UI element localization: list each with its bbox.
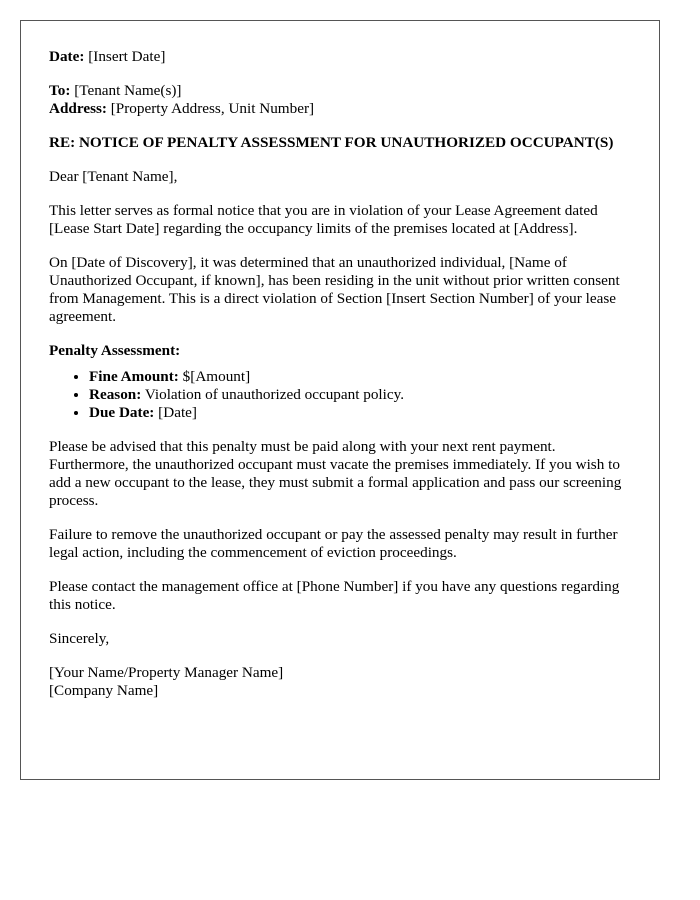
paragraph-violation-notice: This letter serves as formal notice that you are in violation of your Lease Agreement dated [Lease Start Date] regarding the occupancy limits of the premises located at [Address]. xyxy=(49,202,598,237)
address-label: Address: xyxy=(49,100,107,117)
to-label: To: xyxy=(49,82,71,99)
penalty-item-value: Violation of unauthorized occupant policy. xyxy=(144,386,405,403)
paragraph-discovery: On [Date of Discovery], it was determined that an unauthorized individual, [Name of Unauthorized Occupant, if known], has been residing in the unit without prior written consent from Management. This is a direct violation of Section [Insert Section Number] of your lease agreement. xyxy=(49,254,620,325)
paragraph-contact: Please contact the management office at [Phone Number] if you have any questions regarding this notice. xyxy=(49,578,620,613)
address-line xyxy=(49,100,631,118)
to-line xyxy=(49,82,631,100)
penalty-item-due-date xyxy=(89,404,631,422)
address-value: [Property Address, Unit Number] xyxy=(110,100,315,117)
paragraph-consequences: Failure to remove the unauthorized occupant or pay the assessed penalty may result in further legal action, including the commencement of eviction proceedings. xyxy=(49,526,618,561)
sign-off: Sincerely, xyxy=(49,630,110,647)
date-line xyxy=(49,48,631,66)
penalty-item-label: Reason: xyxy=(89,386,142,403)
penalty-item-label: Due Date: xyxy=(89,404,155,421)
paragraph-payment-terms: Please be advised that this penalty must be paid along with your next rent payment. Furthermore, the unauthorized occupant must vacate the premises immediately. If you wish to add a new occupant to the lease, they must submit a formal application and pass our screening process. xyxy=(49,438,622,509)
company-name: [Company Name] xyxy=(49,682,159,699)
signature-block xyxy=(49,664,631,700)
penalty-item-label: Fine Amount: xyxy=(89,368,179,385)
penalty-item-value: $[Amount] xyxy=(182,368,251,385)
penalty-item-reason xyxy=(89,386,631,404)
penalty-item-value: [Date] xyxy=(158,404,197,421)
penalty-item-fine xyxy=(89,368,631,386)
signer-name: [Your Name/Property Manager Name] xyxy=(49,664,284,681)
recipient-block xyxy=(49,82,631,118)
letter-page xyxy=(20,20,660,780)
to-value: [Tenant Name(s)] xyxy=(74,82,182,99)
subject-line: RE: NOTICE OF PENALTY ASSESSMENT FOR UNAUTHORIZED OCCUPANT(S) xyxy=(49,134,614,151)
salutation: Dear [Tenant Name], xyxy=(49,168,178,185)
date-label: Date: xyxy=(49,48,85,65)
penalty-heading: Penalty Assessment: xyxy=(49,342,181,359)
penalty-list xyxy=(49,368,631,422)
date-value: [Insert Date] xyxy=(88,48,166,65)
